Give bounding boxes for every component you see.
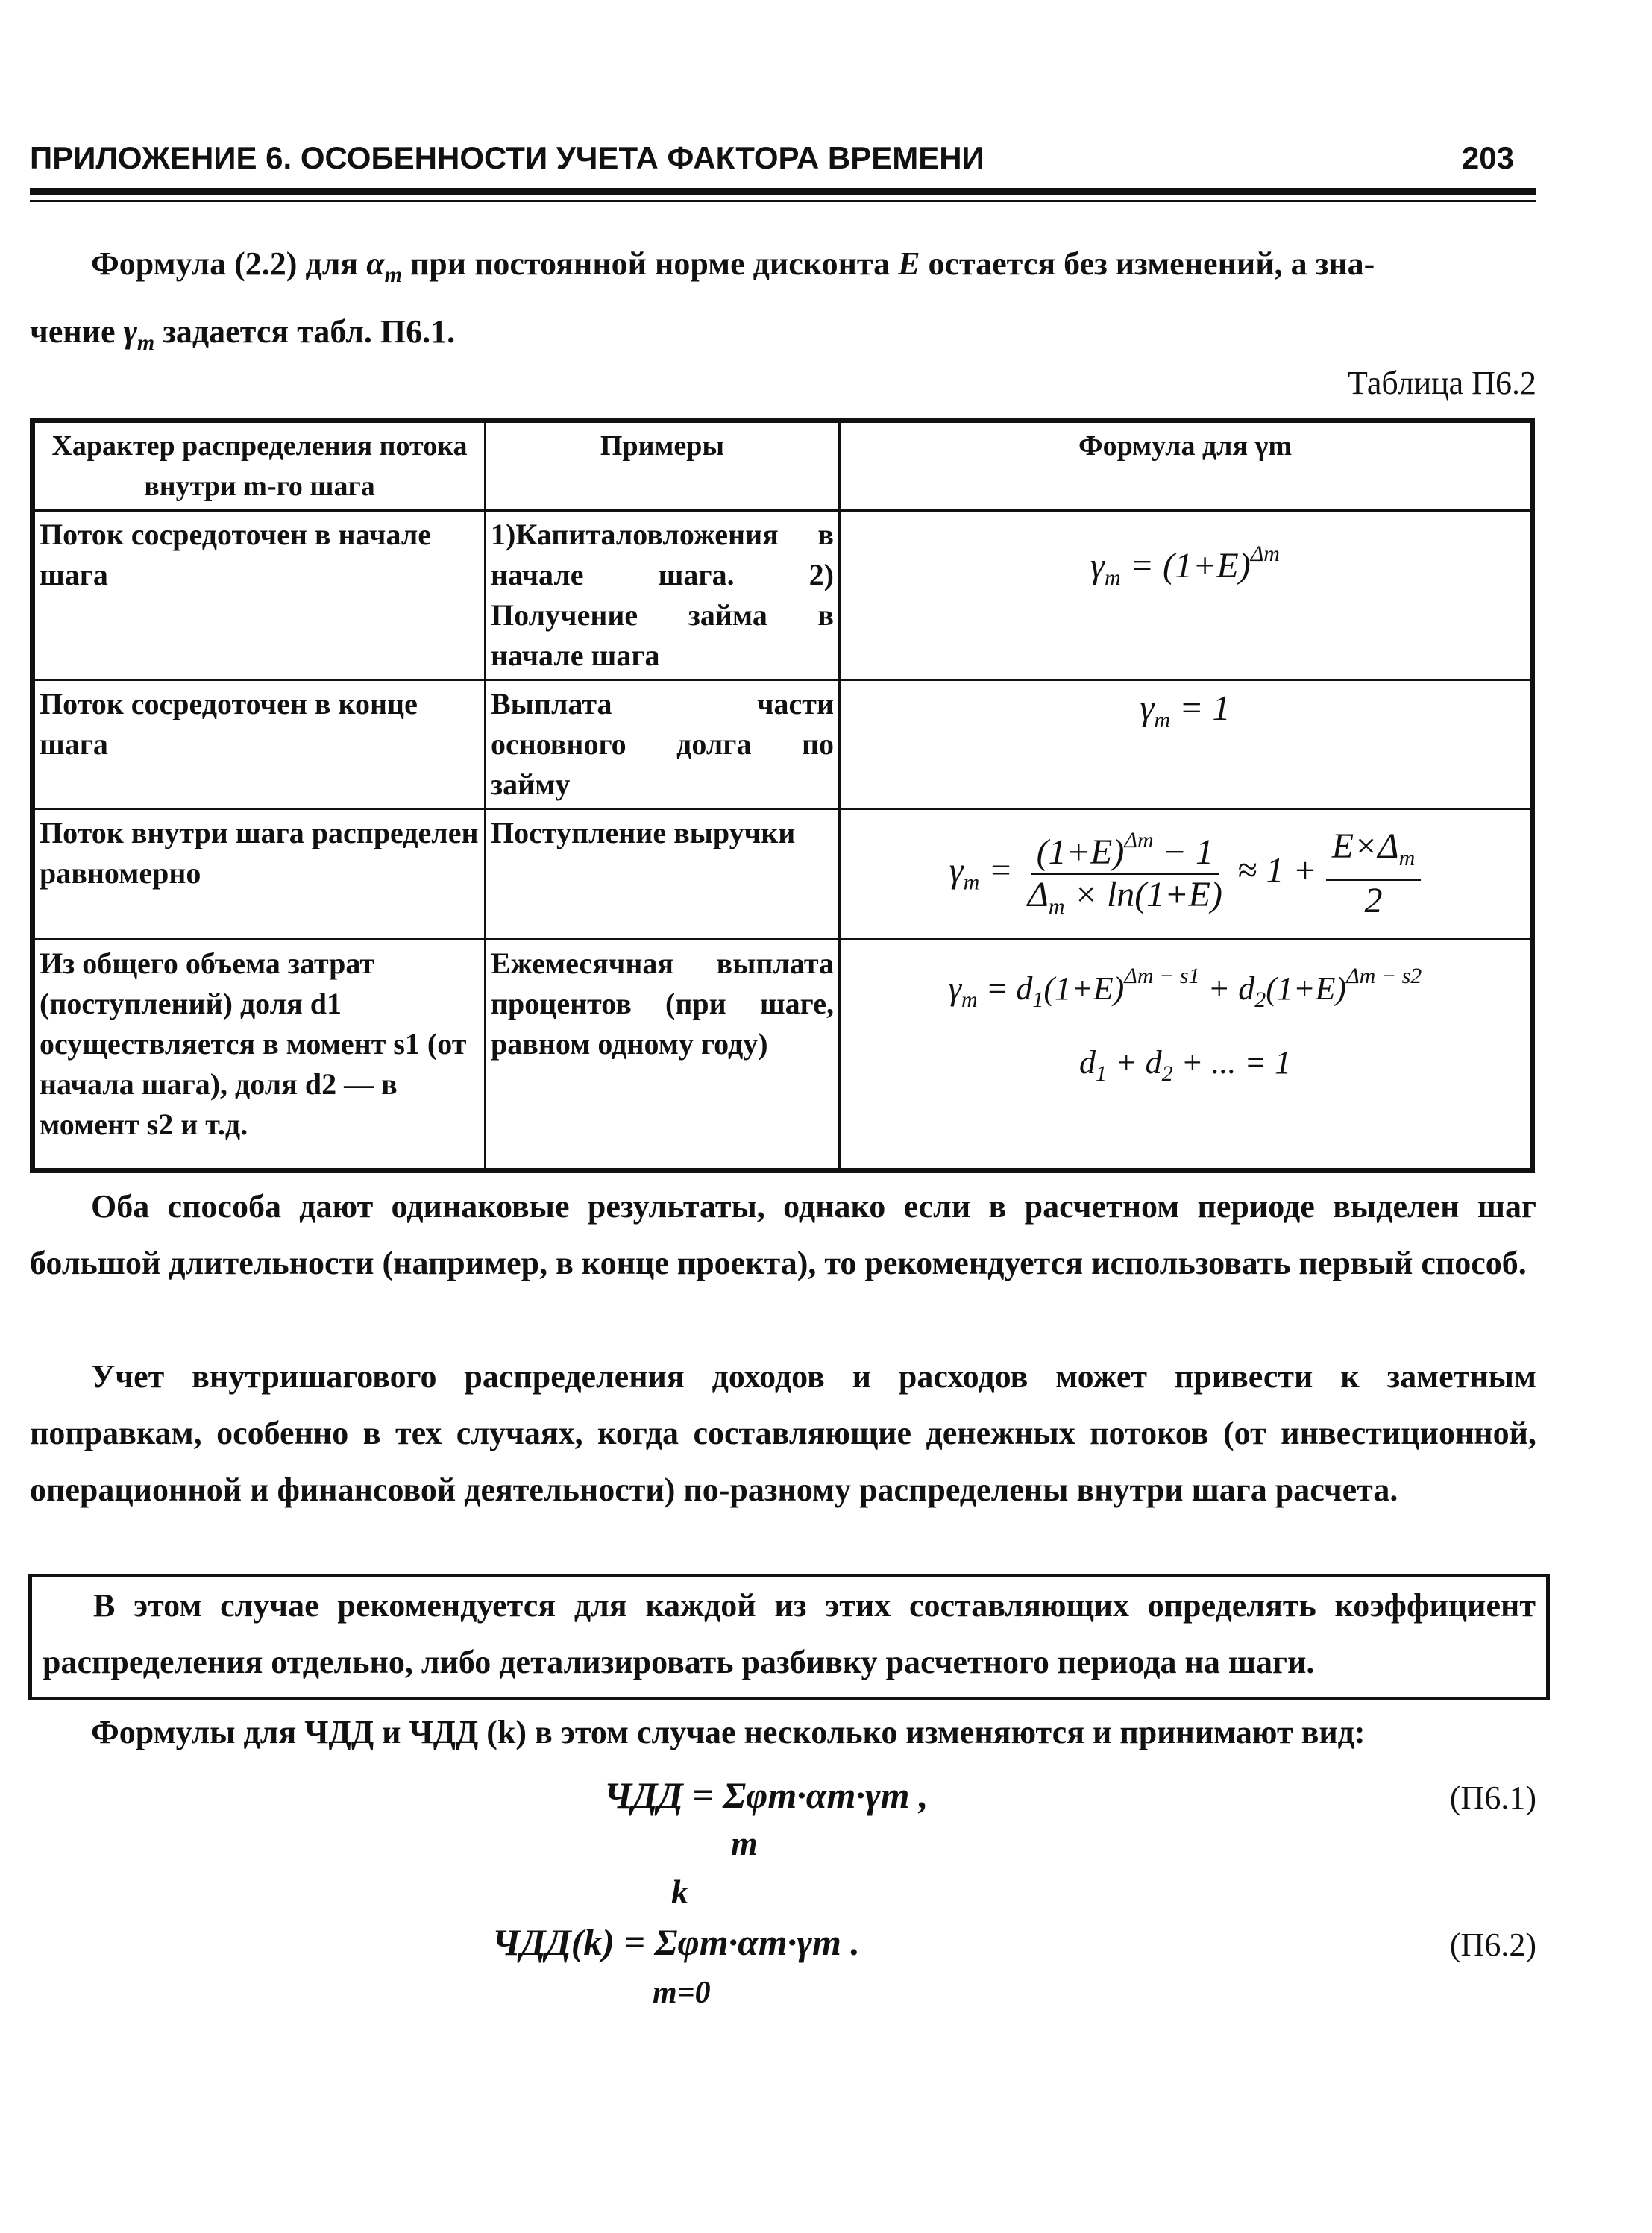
paragraph-methods: Оба способа дают одинаковые результаты, однако если в расчетном периоде выделен шаг большой длительности (например, в конце проекта), то рекомендуется использовать первый способ. bbox=[30, 1188, 1536, 1281]
equation-npv: ЧДД = Σφm·αm·γm , bbox=[604, 1774, 929, 1816]
intro-paragraph: Формула (2.2) для $\alpha_m$ при постоянной норме дисконта E остается без изменений, а зна- чение $\gamma_m$ задается табл. П6.1. bbox=[30, 245, 1375, 355]
page-number: 203 bbox=[1461, 140, 1514, 175]
equation-npvk: ЧДД(k) = Σφm·αm·γm . bbox=[492, 1921, 860, 1963]
equation-number: (П6.2) bbox=[1449, 1926, 1536, 1963]
highlight-box bbox=[28, 1574, 1550, 1700]
cell-formula: $\gamma_m = (1+E)^{\Delta m}$ bbox=[840, 511, 1533, 680]
header-cell: Примеры bbox=[486, 421, 840, 511]
table-header-row bbox=[33, 421, 1533, 511]
cell-character: Из общего объема затрат (поступлений) доля d1 осуществляется в момент s1 (от начала шага), доля d2 — в момент s2 и т.д. bbox=[33, 940, 486, 1171]
equation-npv-sum-index: m bbox=[731, 1824, 758, 1862]
header-cell: Характер распределения потока внутри m-го шага bbox=[33, 421, 486, 511]
header-cell: Формула для γm bbox=[840, 421, 1533, 511]
highlight-text: В этом случае рекомендуется для каждой из этих составляющих определять коэффициент распределения отдельно, либо детализировать разбивку расчетного периода на шаги. bbox=[43, 1587, 1536, 1680]
paragraph-formulas-intro: Формулы для ЧДД и ЧДД (k) в этом случае несколько изменяются и принимают вид: bbox=[91, 1714, 1366, 1750]
cell-character: Поток внутри шага распределен равномерно bbox=[33, 809, 486, 940]
equation-number: (П6.1) bbox=[1449, 1780, 1536, 1816]
table-row bbox=[33, 511, 1533, 680]
equation-npvk-sum-lower: m=0 bbox=[653, 1976, 711, 2010]
cell-formula: $\gamma_m = d_1(1+E)^{\Delta m - s1} + d_2(1+E)^{\Delta m - s2}$ $d_1 + d_2$ + ... = 1 bbox=[840, 940, 1533, 1171]
running-header bbox=[30, 140, 1536, 176]
table-row bbox=[33, 940, 1533, 1171]
header-rule-thin bbox=[30, 200, 1536, 202]
cell-formula: $\gamma_m$ = $\frac{(1+E)^{\Delta m} - 1}{\Delta_m \times \ln(1+E)}$ ≈ 1 + $\frac{E\times\Delta_m}{2}$ bbox=[840, 809, 1533, 940]
table-row bbox=[33, 680, 1533, 809]
cell-formula: $\gamma_m = 1$ bbox=[840, 680, 1533, 809]
paragraph-distribution: Учет внутришагового распределения доходов и расходов может привести к заметным поправкам, особенно в тех случаях, когда составляющие денежных потоков (от инвестиционной, операционной и финансовой деятельности) по-разному распределены внутри шага расчета. bbox=[30, 1358, 1536, 1508]
table-caption: Таблица П6.2 bbox=[1348, 365, 1536, 401]
cell-character: Поток сосредоточен в конце шага bbox=[33, 680, 486, 809]
cell-examples: 1)Капиталовложения в начале шага. 2) Получение займа в начале шага bbox=[486, 511, 840, 680]
cell-examples: Поступление выручки bbox=[486, 809, 840, 940]
cell-examples: Ежемесячная выплата процентов (при шаге, равном одному году) bbox=[486, 940, 840, 1171]
cell-examples: Выплата части основного долга по займу bbox=[486, 680, 840, 809]
header-title: ПРИЛОЖЕНИЕ 6. ОСОБЕННОСТИ УЧЕТА ФАКТОРА ВРЕМЕНИ bbox=[30, 140, 984, 175]
table-row bbox=[33, 809, 1533, 940]
equation-npvk-sum-upper: k bbox=[671, 1873, 688, 1911]
gamma-table bbox=[30, 418, 1535, 1173]
header-rule bbox=[30, 188, 1536, 195]
cell-character: Поток сосредоточен в начале шага bbox=[33, 511, 486, 680]
